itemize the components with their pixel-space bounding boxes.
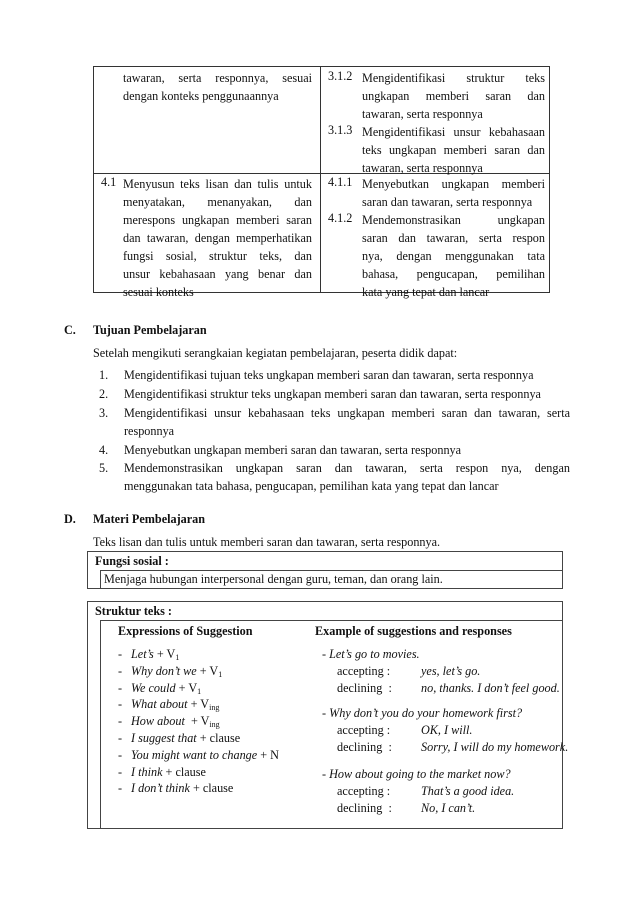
table-cell-indicator	[362, 175, 545, 211]
social-function-box	[87, 551, 563, 589]
expression-pattern: + V	[153, 647, 176, 661]
accepting-response: OK, I will.	[421, 723, 473, 737]
cell-text-line: saran dan tawaran, serta respon	[362, 231, 545, 245]
list-bullet: -	[118, 714, 123, 729]
cell-text-line: bahasa, pengucapan, pemilihan	[362, 267, 545, 281]
cell-text-line: Mengidentifikasi unsur kebahasaan	[362, 125, 545, 139]
cell-text-line: fungsi sosial, struktur teks, dan	[123, 249, 312, 263]
cell-text-line: Menyusun teks lisan dan tulis untuk	[123, 177, 312, 191]
response-label: declining :	[337, 801, 392, 815]
section-intro: Teks lisan dan tulis untuk memberi saran dan tawaran, serta responnya.	[93, 535, 441, 549]
expression-pattern: + V	[175, 680, 198, 695]
example-suggestion: - Let’s go to movies.	[322, 647, 420, 661]
competency-table	[93, 66, 550, 299]
expression-phrase: Why don’t we	[131, 663, 197, 678]
list-bullet: -	[118, 663, 123, 678]
table-column-divider	[320, 67, 321, 292]
section-title: Materi Pembelajaran	[93, 512, 206, 526]
expression-item	[131, 781, 233, 796]
cell-text-line: Menyebutkan ungkapan memberi	[362, 177, 545, 191]
list-number: 3.	[99, 406, 109, 420]
cell-text-line: unsur kebahasaan yang benar dan	[123, 267, 312, 281]
expression-item	[131, 748, 279, 763]
expression-item	[131, 714, 220, 729]
cell-text-line: menyatakan, menanyakan, dan	[123, 195, 312, 209]
accepting-response: yes, let’s go.	[421, 664, 481, 678]
table-cell-row2-left	[123, 175, 312, 301]
list-bullet: -	[118, 731, 123, 745]
cell-text-line: tawaran, serta responnya	[362, 161, 483, 175]
cell-text-line: teks ungkapan memberi saran dan	[362, 143, 545, 157]
cell-text-line: tawaran, serta responnya, sesuai	[123, 71, 312, 85]
expression-phrase: You might want to change	[131, 747, 258, 762]
expressions-header: Expressions of Suggestion	[118, 624, 253, 638]
expression-pattern: + clause	[162, 764, 206, 779]
expression-pattern: + clause	[196, 731, 241, 745]
response-label: accepting :	[337, 723, 391, 737]
table-cell-indicator	[362, 123, 545, 177]
declining-response: No, I can’t.	[421, 801, 476, 815]
section-letter: D.	[64, 512, 76, 526]
expression-phrase: I think	[131, 764, 163, 779]
declining-response: no, thanks. I don’t feel good.	[421, 681, 560, 695]
indicator-number: 3.1.2	[328, 69, 353, 83]
list-number: 1.	[99, 368, 109, 382]
declining-response: Sorry, I will do my homework.	[421, 740, 569, 754]
list-number: 5.	[99, 461, 109, 475]
social-function-text: Menjaga hubungan interpersonal dengan guru, teman, dan orang lain.	[104, 572, 443, 586]
cell-text-line: kata yang tepat dan lancar	[362, 285, 490, 299]
list-item: Mengidentifikasi struktur teks ungkapan memberi saran dan tawaran, serta responnya	[124, 387, 541, 401]
expression-pattern: + V	[187, 714, 210, 729]
cell-text-line: nya, dengan menggunakan tata	[362, 249, 545, 263]
expression-pattern: + N	[257, 747, 279, 762]
list-item: Mengidentifikasi unsur kebahasaan teks ungkapan memberi saran dan tawaran, serta	[124, 406, 570, 420]
expression-item	[131, 731, 240, 746]
verb-form-subscript: 1	[175, 653, 180, 662]
list-item: Menyebutkan ungkapan memberi saran dan tawaran, serta responnya	[124, 443, 462, 457]
response-label: declining :	[337, 681, 392, 695]
verb-form-subscript: 1	[218, 669, 223, 679]
list-item: Mengidentifikasi tujuan teks ungkapan memberi saran dan tawaran, serta responnya	[124, 368, 534, 382]
cell-text-line: merespons ungkapan memberi saran	[123, 213, 312, 227]
response-label: accepting :	[337, 784, 391, 798]
indicator-number: 4.1.1	[328, 175, 353, 189]
expression-pattern: + clause	[189, 781, 234, 796]
list-item-continuation: responnya	[124, 424, 175, 438]
verb-form-subscript: ing	[209, 720, 220, 730]
expression-phrase: Let’s	[131, 647, 154, 661]
list-number: 2.	[99, 387, 109, 401]
cell-text-line: saran dan tawaran, serta responnya	[362, 195, 533, 209]
indicator-number: 4.1.2	[328, 211, 353, 225]
expression-phrase: I don’t think	[131, 781, 190, 796]
expression-pattern: + V	[187, 697, 210, 712]
list-number: 4.	[99, 443, 109, 457]
expression-phrase: What about	[131, 697, 188, 712]
expression-item	[131, 765, 206, 780]
table-cell-indicator	[362, 69, 545, 123]
list-bullet: -	[118, 647, 123, 661]
expression-item	[131, 697, 219, 712]
response-label: declining :	[337, 740, 392, 754]
expression-phrase: We could	[131, 680, 176, 695]
example-suggestion: - Why don’t you do your homework first?	[322, 706, 523, 720]
list-item-continuation: menggunakan tata bahasa, pengucapan, pemilihan kata yang tepat dan lancar	[124, 479, 499, 493]
list-bullet: -	[118, 747, 123, 762]
expression-phrase: I suggest that	[131, 731, 197, 745]
expression-phrase: How about	[131, 714, 188, 729]
list-bullet: -	[118, 697, 123, 712]
table-cell-row1-left	[123, 69, 312, 105]
response-label: accepting :	[337, 664, 391, 678]
social-function-inner	[100, 570, 563, 589]
cell-text-line: tawaran, serta responnya	[362, 107, 483, 121]
text-structure-box	[87, 601, 569, 829]
expression-item	[131, 647, 179, 662]
expression-item	[131, 681, 201, 696]
section-title: Tujuan Pembelajaran	[93, 323, 207, 337]
expression-item	[131, 664, 222, 679]
cell-text-line: Mengidentifikasi struktur teks	[362, 71, 545, 85]
examples-header: Example of suggestions and responses	[315, 624, 512, 638]
example-suggestion: - How about going to the market now?	[322, 767, 511, 781]
list-bullet: -	[118, 764, 123, 779]
social-function-title: Fungsi sosial :	[95, 554, 169, 568]
text-structure-inner	[100, 620, 569, 829]
accepting-response: That’s a good idea.	[421, 784, 515, 798]
cell-text-line: dengan konteks penggunaannya	[123, 89, 279, 103]
table-cell-indicator	[362, 211, 545, 301]
section-intro: Setelah mengikuti serangkaian kegiatan pembelajaran, peserta didik dapat:	[93, 346, 458, 360]
verb-form-subscript: ing	[209, 703, 220, 713]
indicator-number: 3.1.3	[328, 123, 353, 137]
text-structure-title: Struktur teks :	[95, 604, 172, 618]
verb-form-subscript: 1	[197, 686, 202, 696]
cell-text-line: dan tawaran, dengan memperhatikan	[123, 231, 312, 245]
list-bullet: -	[118, 680, 123, 695]
cell-text-line: Mendemonstrasikan ungkapan	[362, 213, 545, 227]
cell-text-line: ungkapan memberi saran dan	[362, 89, 545, 103]
competency-number: 4.1	[101, 175, 117, 189]
section-letter: C.	[64, 323, 76, 337]
expression-pattern: + V	[196, 663, 219, 678]
list-bullet: -	[118, 781, 123, 796]
cell-text-line: sesuai konteks	[123, 285, 194, 299]
list-item: Mendemonstrasikan ungkapan saran dan tawaran, serta respon nya, dengan	[124, 461, 570, 475]
